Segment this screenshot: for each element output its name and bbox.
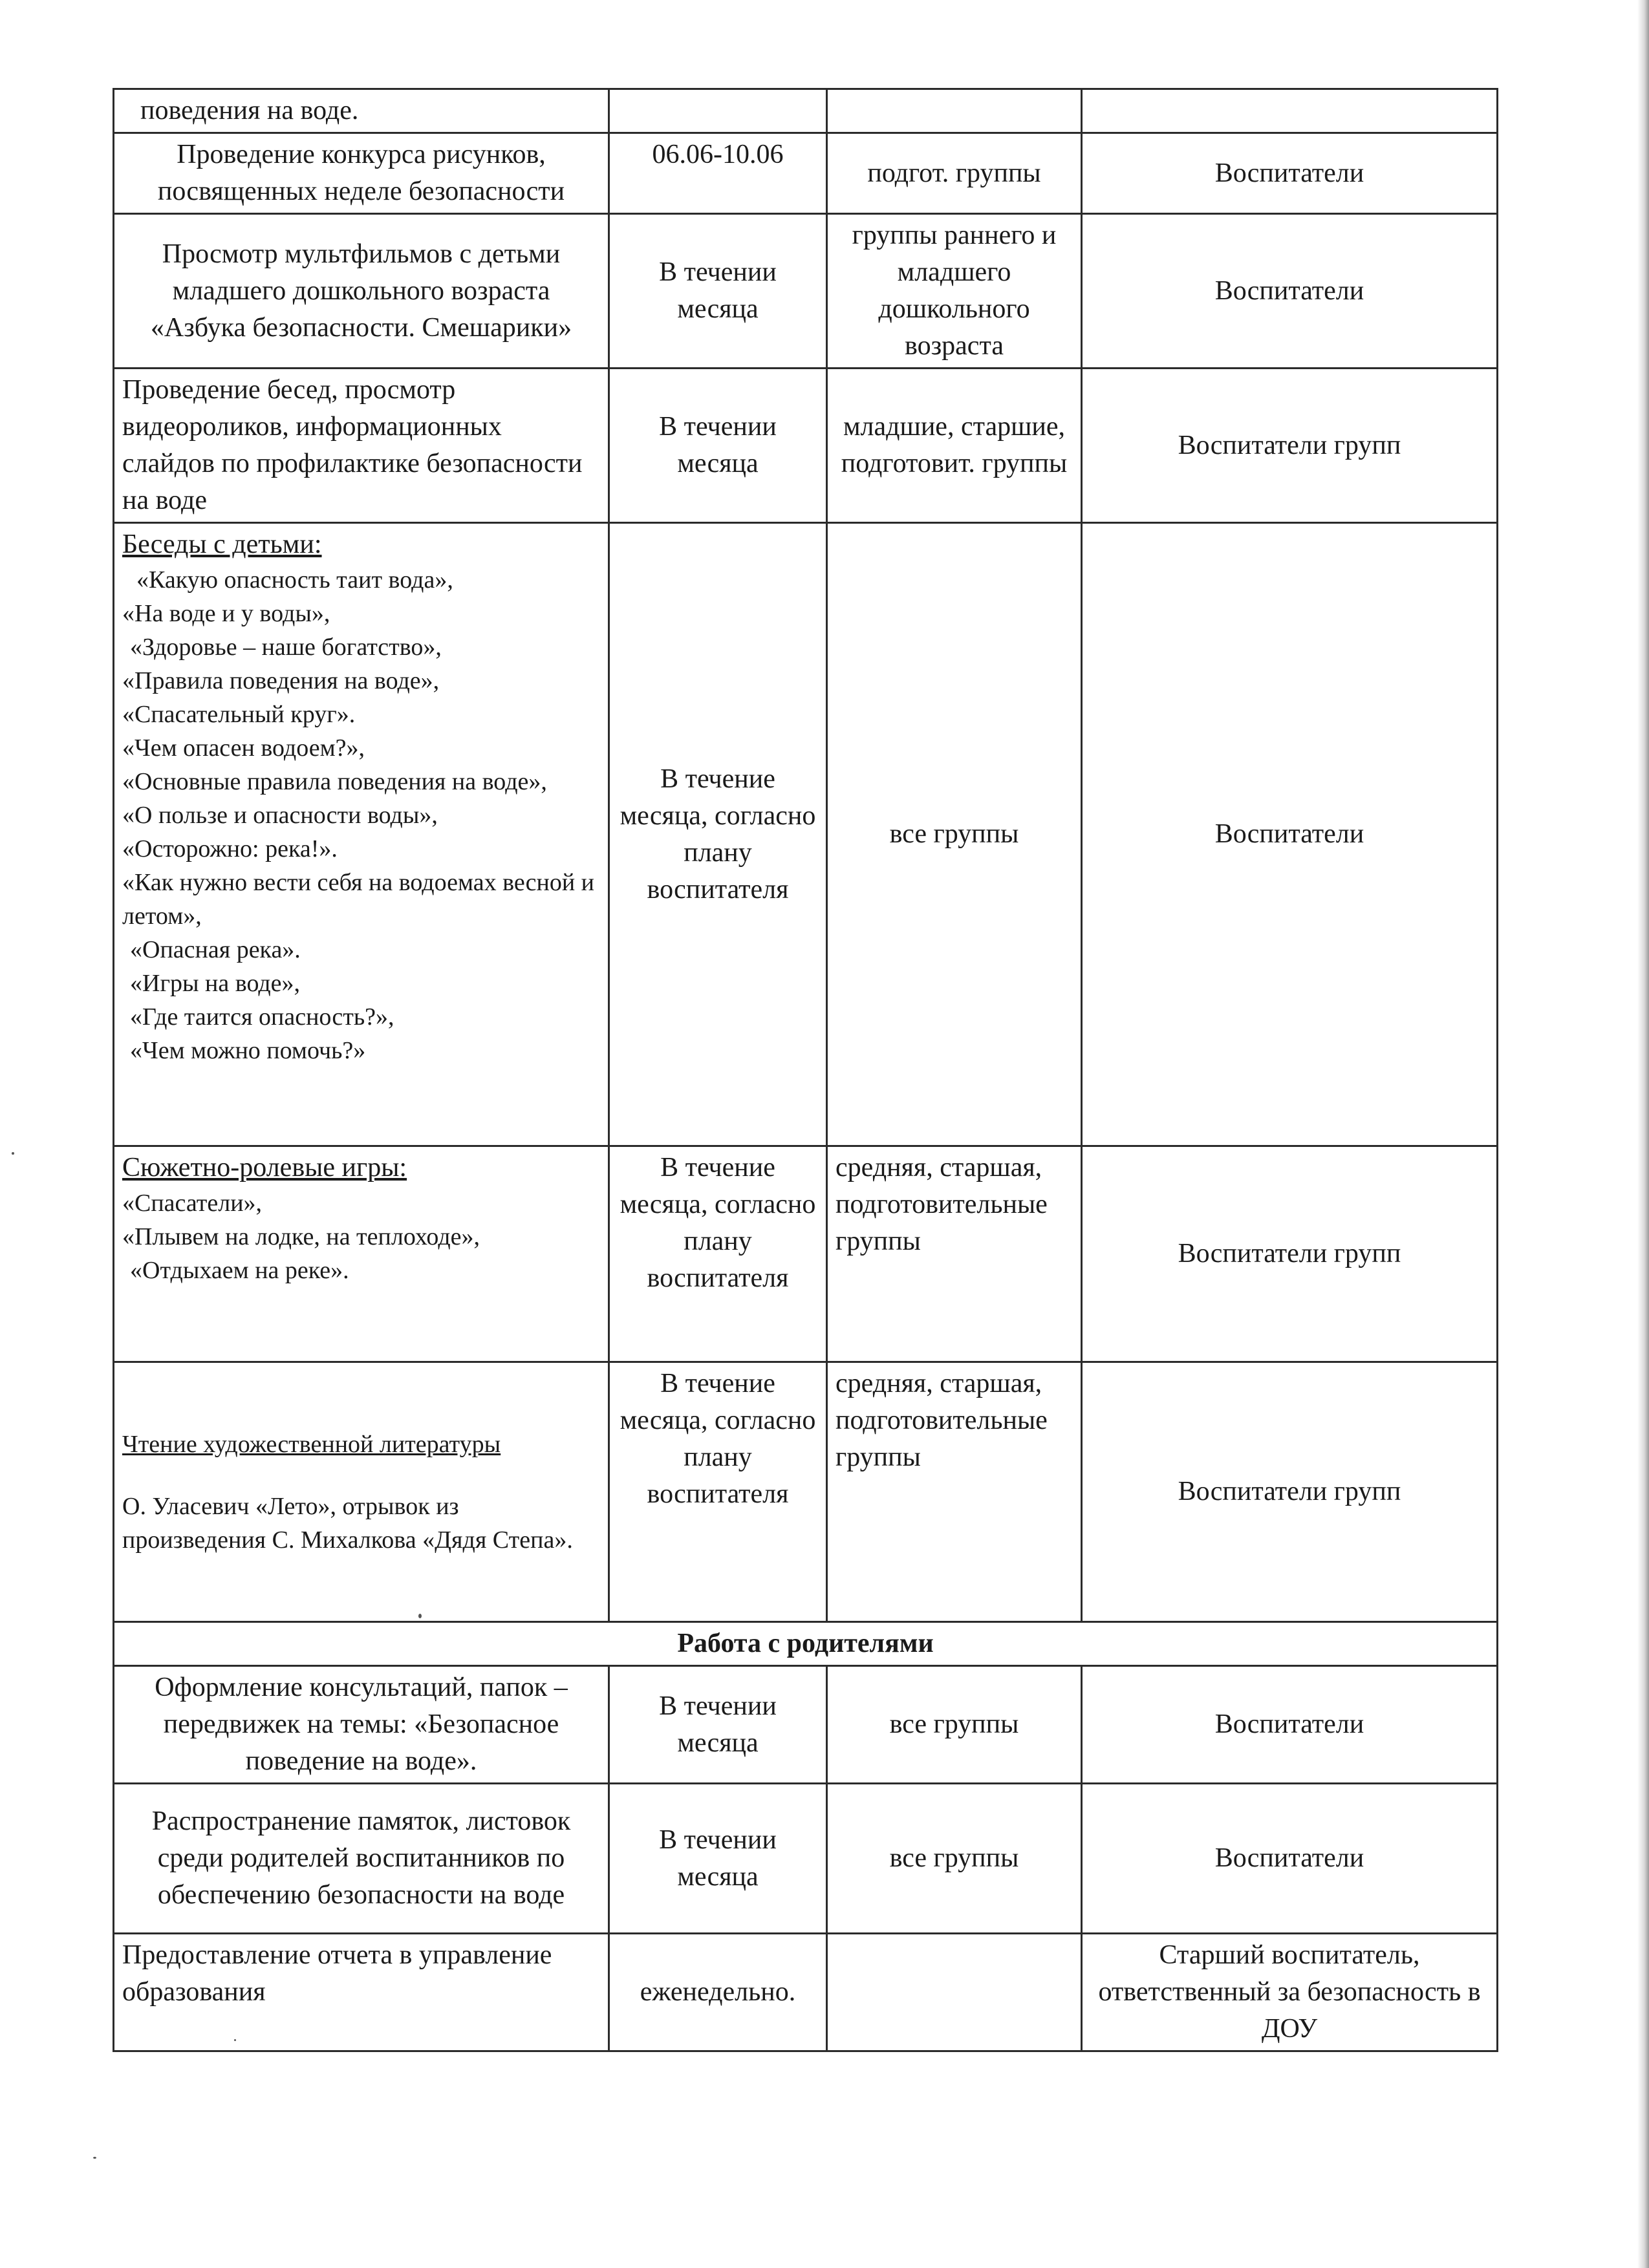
event-cell: Оформление консультаций, папок – передвижек на темы: «Безопасное поведение на воде». — [114, 1666, 609, 1784]
table-row — [114, 1934, 1498, 2051]
responsible-cell: Воспитатели — [1082, 523, 1498, 1146]
groups-cell — [827, 89, 1082, 133]
list-item: «Чем можно помочь?» — [130, 1037, 366, 1064]
responsible-cell: Воспитатели групп — [1082, 369, 1498, 523]
table-row — [114, 214, 1498, 369]
list-item: «Основные правила поведения на воде», — [122, 768, 547, 795]
list-item: «Осторожно: река!». — [122, 835, 338, 862]
period-cell: В течение месяца, согласно плану воспитателя — [609, 1146, 827, 1362]
event-title: Чтение художественной литературы — [122, 1430, 501, 1458]
table-row — [114, 89, 1498, 133]
event-title: Сюжетно-ролевые игры: — [122, 1153, 407, 1182]
groups-cell: все группы — [827, 523, 1082, 1146]
period-cell: В течении месяца — [609, 1666, 827, 1784]
responsible-cell: Воспитатели — [1082, 1784, 1498, 1934]
list-item: «Игры на воде», — [130, 970, 301, 997]
section-title: Работа с родителями — [114, 1622, 1498, 1666]
event-text: О. Уласевич «Лето», отрывок из произведения С. Михалкова «Дядя Степа». — [122, 1492, 573, 1554]
responsible-cell: Воспитатели групп — [1082, 1146, 1498, 1362]
event-cell: Проведение бесед, просмотр видеороликов, информационных слайдов по профилактике безопасности на воде — [114, 369, 609, 523]
list-item: «Какую опасность таит вода», — [136, 566, 453, 594]
section-row — [114, 1622, 1498, 1666]
table-row — [114, 133, 1498, 214]
event-cell: Распространение памяток, листовок среди родителей воспитанников по обеспечению безопасности на воде — [114, 1784, 609, 1934]
period-cell: В течении месяца — [609, 1784, 827, 1934]
table-row — [114, 1362, 1498, 1622]
groups-cell: средняя, старшая, подготовительные группы — [827, 1146, 1082, 1362]
period-cell: В течение месяца, согласно плану воспитателя — [609, 523, 827, 1146]
list-item: «О пользе и опасности воды», — [122, 802, 438, 829]
period-cell: 06.06-10.06 — [609, 133, 827, 214]
event-cell — [114, 523, 609, 1146]
event-cell: Проведение конкурса рисунков, посвященных неделе безопасности — [114, 133, 609, 214]
scan-speck — [12, 1152, 14, 1155]
period-cell: В течении месяца — [609, 214, 827, 369]
period-cell: еженедельно. — [609, 1934, 827, 2051]
event-cell: Просмотр мультфильмов с детьми младшего дошкольного возраста «Азбука безопасности. Смешарики» — [114, 214, 609, 369]
period-cell — [609, 89, 827, 133]
list-item: «Опасная река». — [130, 936, 301, 963]
list-item: «Чем опасен водоем?», — [122, 734, 365, 762]
groups-cell — [827, 1934, 1082, 2051]
groups-cell: все группы — [827, 1784, 1082, 1934]
table-row — [114, 1784, 1498, 1934]
list-item: «Здоровье – наше богатство», — [130, 634, 442, 661]
responsible-cell — [1082, 89, 1498, 133]
table-row — [114, 1146, 1498, 1362]
responsible-cell: Воспитатели групп — [1082, 1362, 1498, 1622]
table-row — [114, 523, 1498, 1146]
scan-shadow-edge — [1637, 0, 1649, 2268]
groups-cell: все группы — [827, 1666, 1082, 1784]
period-cell: В течение месяца, согласно плану воспитателя — [609, 1362, 827, 1622]
spacer — [122, 1461, 600, 1490]
events-plan-table — [113, 88, 1498, 2052]
responsible-cell: Воспитатели — [1082, 214, 1498, 369]
list-item: «Как нужно вести себя на водоемах весной и летом», — [122, 869, 595, 930]
list-item: «Где таится опасность?», — [130, 1003, 394, 1031]
groups-cell: подгот. группы — [827, 133, 1082, 214]
list-item: «Спасатели», — [122, 1190, 263, 1217]
list-item: «Отдыхаем на реке». — [130, 1257, 349, 1284]
list-item: «Плывем на лодке, на теплоходе», — [122, 1223, 480, 1250]
responsible-cell: Воспитатели — [1082, 133, 1498, 214]
event-title: Беседы с детьми: — [122, 530, 322, 559]
event-cell — [114, 1146, 609, 1362]
groups-cell: группы раннего и младшего дошкольного возраста — [827, 214, 1082, 369]
responsible-cell: Воспитатели — [1082, 1666, 1498, 1784]
list-item: «Правила поведения на воде», — [122, 667, 440, 694]
event-cell: Предоставление отчета в управление образования — [114, 1934, 609, 2051]
groups-cell: средняя, старшая, подготовительные группы — [827, 1362, 1082, 1622]
table-row — [114, 1666, 1498, 1784]
event-cell: поведения на воде. — [114, 89, 609, 133]
scan-speck — [93, 2157, 96, 2159]
list-item: «Спасательный круг». — [122, 701, 356, 728]
groups-cell: младшие, старшие, подготовит. группы — [827, 369, 1082, 523]
period-cell: В течении месяца — [609, 369, 827, 523]
table-row — [114, 369, 1498, 523]
event-cell — [114, 1362, 609, 1622]
responsible-cell: Старший воспитатель, ответственный за безопасность в ДОУ — [1082, 1934, 1498, 2051]
list-item: «На воде и у воды», — [122, 600, 330, 627]
